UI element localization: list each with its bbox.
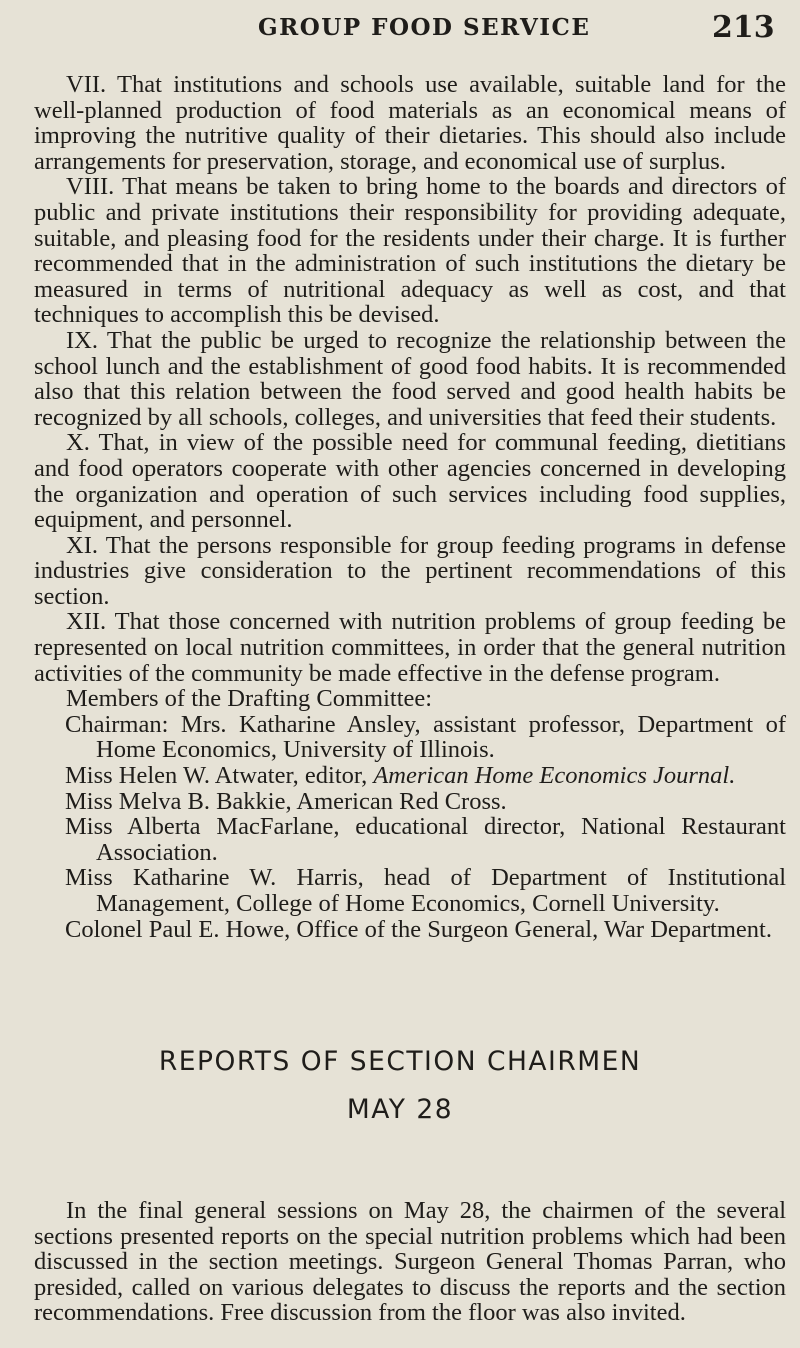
section-heading bbox=[0, 1042, 800, 1130]
recommendations-body bbox=[34, 72, 786, 942]
committee-member: Miss Alberta MacFarlane, educational director, National Restaurant Association. bbox=[65, 813, 786, 866]
recommendation-vii: VII. That institutions and schools use available, suitable land for the well-planned production of food materials as an economical means of improving the nutritive quality of their dietaries. This should also include arrangements for preservation, storage, and economical use of surplus. bbox=[34, 71, 786, 175]
journal-title: American Home Economics Journal. bbox=[373, 762, 736, 790]
committee-heading: Members of the Drafting Committee: bbox=[66, 685, 433, 713]
recommendation-viii: VIII. That means be taken to bring home to the boards and directors of public and private institutions their responsibility for providing adequate, suitable, and pleasing food for the residents under their charge. It is further recommended that in the administration of such institutions the dietary be measured in terms of nutritional adequacy as well as cost, and that techniques to accomplish this be devised. bbox=[34, 173, 786, 329]
running-head: GROUP FOOD SERVICE bbox=[258, 14, 591, 41]
page-number: 213 bbox=[712, 10, 775, 45]
committee-member bbox=[34, 763, 786, 789]
member-text: Miss Helen W. Atwater, editor, bbox=[65, 762, 374, 790]
page-header bbox=[0, 12, 800, 52]
drafting-committee bbox=[34, 686, 786, 942]
section-title: REPORTS OF SECTION CHAIRMEN bbox=[158, 1046, 642, 1077]
committee-member: Chairman: Mrs. Katharine Ansley, assistant professor, Department of Home Economics, University of Illinois. bbox=[65, 710, 786, 764]
closing-section bbox=[34, 1198, 786, 1326]
committee-member: Miss Melva B. Bakkie, American Red Cross. bbox=[65, 787, 507, 815]
recommendation-ix: IX. That the public be urged to recognize the relationship between the school lunch and the establishment of good food habits. It is recommended also that this relation between the food served and good health habits be recognized by all schools, colleges, and universities that feed their students. bbox=[34, 326, 786, 431]
committee-member: Miss Katharine W. Harris, head of Department of Institutional Management, College of Home Economics, Cornell University. bbox=[65, 864, 786, 917]
recommendation-xi: XI. That the persons responsible for group feeding programs in defense industries give consideration to the pertinent recommendations of this section. bbox=[34, 531, 786, 610]
section-date: MAY 28 bbox=[346, 1094, 454, 1125]
recommendation-x: X. That, in view of the possible need for communal feeding, dietitians and food operators cooperate with other agencies concerned in developing the organization and operation of such services including food supplies, equipment, and personnel. bbox=[34, 429, 786, 534]
committee-member: Colonel Paul E. Howe, Office of the Surgeon General, War Department. bbox=[65, 915, 772, 943]
closing-paragraph: In the final general sessions on May 28, the chairmen of the several sections presented reports on the special nutrition problems which had been discussed in the section meetings. Surgeon General Thomas Parran, who presided, called on various delegates to discuss the reports and the section recommendations. Free discussion from the floor was also invited. bbox=[34, 1197, 786, 1327]
recommendation-xii: XII. That those concerned with nutrition problems of group feeding be represented on local nutrition committees, in order that the general nutrition activities of the community be made effective in the defense program. bbox=[34, 608, 786, 687]
